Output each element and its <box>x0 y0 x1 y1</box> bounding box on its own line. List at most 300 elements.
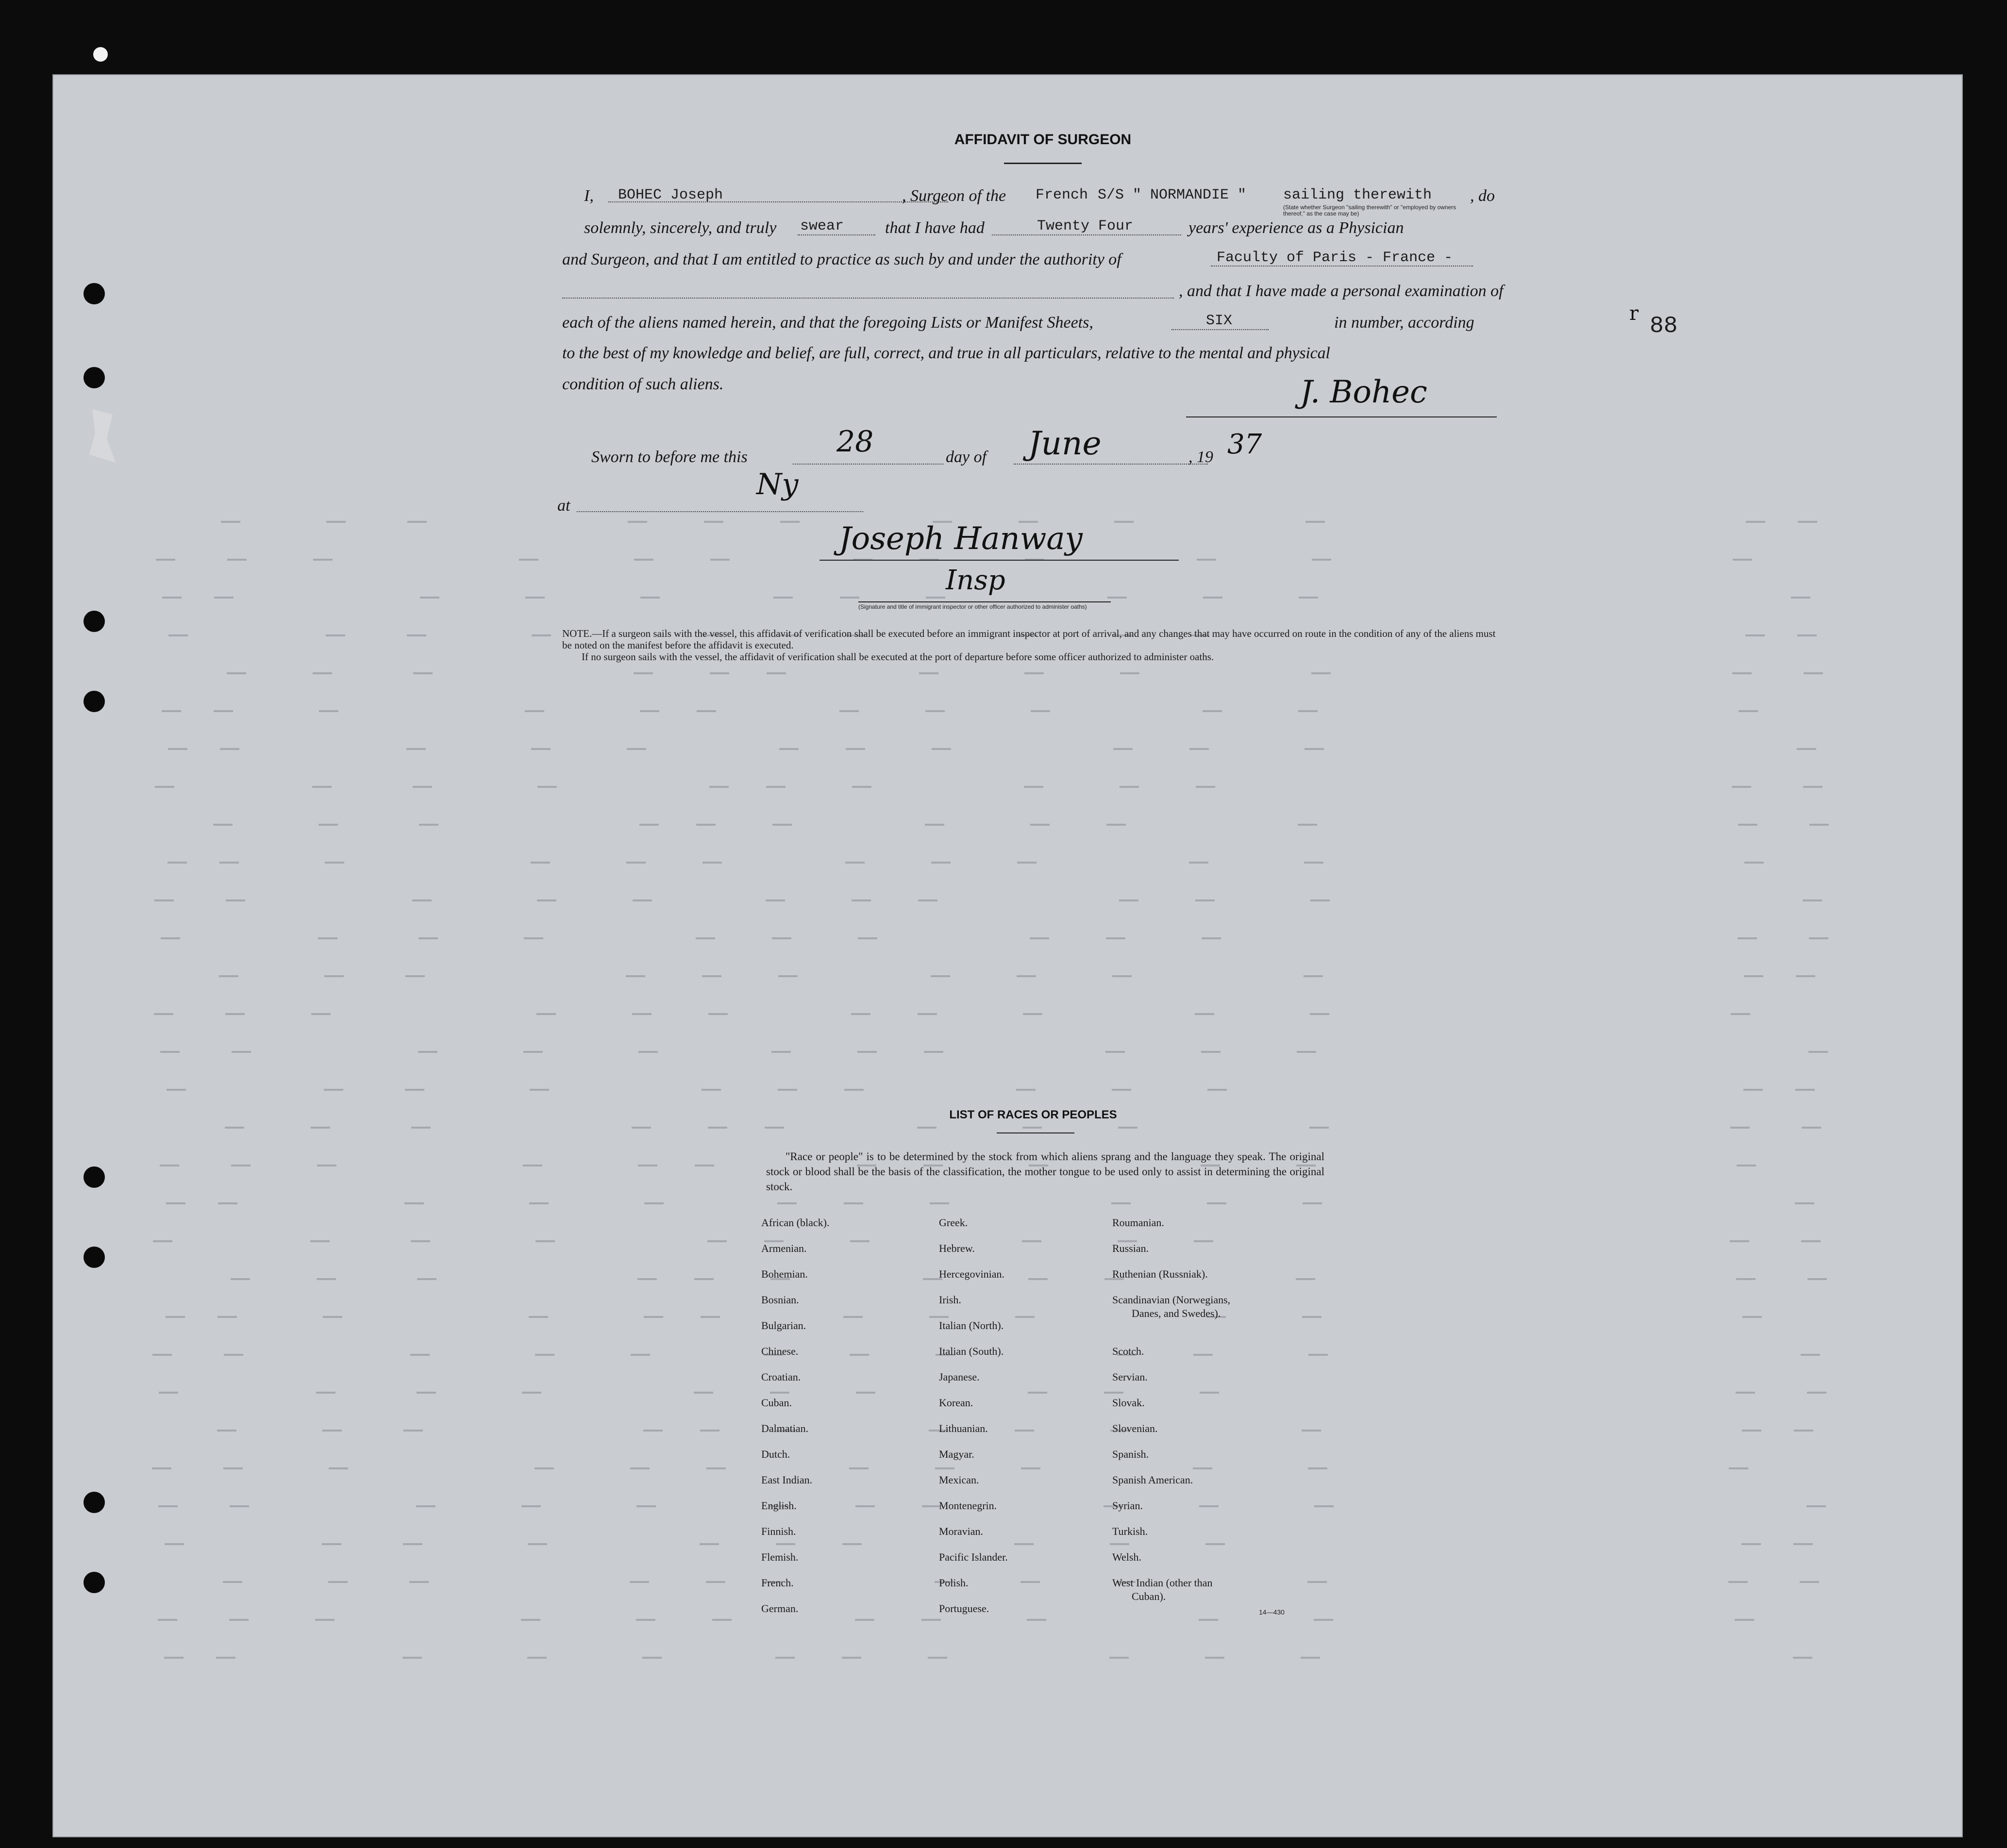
bleed-through-mark <box>317 1165 336 1166</box>
bleed-through-mark <box>420 597 439 599</box>
bleed-through-mark <box>213 824 233 826</box>
bleed-through-mark <box>410 1354 430 1356</box>
bleed-through-mark <box>315 1619 334 1621</box>
bleed-through-mark <box>1732 786 1751 788</box>
bleed-through-mark <box>322 1543 341 1545</box>
bleed-through-mark <box>535 1240 555 1242</box>
bleed-through-mark <box>1014 1543 1034 1545</box>
bleed-through-mark <box>1731 1013 1750 1015</box>
sworn-at: at <box>557 497 570 515</box>
affidavit-text: , do <box>1470 187 1495 205</box>
bleed-through-mark <box>328 1581 348 1583</box>
bleed-through-mark <box>324 975 344 977</box>
inspector-signature: Joseph Hanway <box>839 521 1083 557</box>
bleed-through-mark <box>627 748 646 750</box>
race-item: Hebrew. <box>939 1242 975 1254</box>
bleed-through-mark <box>326 521 346 523</box>
bleed-through-mark <box>1201 1051 1221 1053</box>
sworn-day: 28 <box>836 425 874 459</box>
bleed-through-mark <box>700 1430 719 1432</box>
bleed-through-mark <box>921 1619 941 1621</box>
bleed-through-mark <box>1298 710 1318 712</box>
bleed-through-mark <box>1801 1240 1821 1242</box>
bleed-through-mark <box>1308 1354 1328 1356</box>
bleed-through-mark <box>778 975 798 977</box>
bleed-through-mark <box>532 634 551 636</box>
bleed-through-mark <box>931 975 950 977</box>
bleed-through-mark <box>416 1505 435 1507</box>
bleed-through-mark <box>1807 1392 1826 1394</box>
bleed-through-mark <box>700 1543 719 1545</box>
bleed-through-mark <box>154 1013 173 1015</box>
bleed-through-mark <box>1200 1392 1219 1394</box>
blank-line <box>798 234 875 235</box>
bleed-through-mark <box>531 748 551 750</box>
bleed-through-mark <box>152 1354 172 1356</box>
bleed-through-mark <box>521 1619 540 1621</box>
race-item: Magyar. <box>939 1448 974 1460</box>
bleed-through-mark <box>626 862 646 864</box>
bleed-through-mark <box>1022 1127 1042 1129</box>
bleed-through-mark <box>637 1278 657 1280</box>
bleed-through-mark <box>696 937 715 939</box>
bleed-through-mark <box>840 597 859 599</box>
bleed-through-mark <box>1309 1127 1329 1129</box>
race-item: Bosnian. <box>761 1294 799 1306</box>
punch-hole <box>84 691 105 712</box>
bleed-through-mark <box>639 824 659 826</box>
bleed-through-mark <box>154 899 174 901</box>
blank-line <box>992 234 1181 235</box>
bleed-through-mark <box>1016 1089 1036 1091</box>
punch-hole <box>84 1572 105 1593</box>
bleed-through-mark <box>1031 710 1050 712</box>
race-item: Italian (North). <box>939 1319 1004 1332</box>
bleed-through-mark <box>1017 862 1037 864</box>
bleed-through-mark <box>232 1051 251 1053</box>
bleed-through-mark <box>1304 862 1323 864</box>
bleed-through-mark <box>531 862 550 864</box>
bleed-through-mark <box>159 1392 178 1394</box>
bleed-through-mark <box>405 975 425 977</box>
bleed-through-mark <box>1021 1467 1040 1469</box>
bleed-through-mark <box>167 1089 186 1091</box>
race-item: Montenegrin. <box>939 1499 997 1512</box>
bleed-through-mark <box>924 1051 943 1053</box>
bleed-through-mark <box>636 1619 655 1621</box>
race-item: Cuban). <box>1132 1590 1166 1602</box>
affidavit-text: each of the aliens named herein, and that the foregoing Lists or Manifest Sheets, <box>562 314 1093 332</box>
bleed-through-mark <box>166 1316 185 1318</box>
bleed-through-mark <box>403 1543 422 1545</box>
signature-rule <box>1186 416 1497 417</box>
bleed-through-mark <box>632 1013 652 1015</box>
bleed-through-mark <box>1736 1278 1756 1280</box>
bleed-through-mark <box>1193 1467 1212 1469</box>
inspector-title-rule <box>858 601 1111 602</box>
bleed-through-mark <box>1746 521 1765 523</box>
bleed-through-mark <box>1738 937 1757 939</box>
bleed-through-mark <box>405 1089 424 1091</box>
bleed-through-mark <box>229 1619 249 1621</box>
bleed-through-mark <box>225 1013 245 1015</box>
race-item: Mexican. <box>939 1474 979 1486</box>
race-item: Cuban. <box>761 1397 792 1409</box>
bleed-through-mark <box>1312 559 1331 561</box>
bleed-through-mark <box>1195 899 1215 901</box>
bleed-through-mark <box>701 1316 720 1318</box>
bleed-through-mark <box>521 1505 541 1507</box>
race-item: Italian (South). <box>939 1345 1004 1357</box>
bleed-through-mark <box>1310 1013 1329 1015</box>
bleed-through-mark <box>707 1240 727 1242</box>
bleed-through-mark <box>168 748 187 750</box>
bleed-through-mark <box>1297 1051 1316 1053</box>
bleed-through-mark <box>842 1543 862 1545</box>
race-item: Dalmatian. <box>761 1422 809 1434</box>
bleed-through-mark <box>630 1581 649 1583</box>
bleed-through-mark <box>158 1505 178 1507</box>
bleed-through-mark <box>418 937 438 939</box>
race-item: Bohemian. <box>761 1268 808 1280</box>
bleed-through-mark <box>931 862 951 864</box>
bleed-through-mark <box>158 1619 177 1621</box>
bleed-through-mark <box>1104 1392 1123 1394</box>
bleed-through-mark <box>1793 1543 1813 1545</box>
affidavit-text: solemnly, sincerely, and truly <box>584 219 777 237</box>
bleed-through-mark <box>1105 1051 1125 1053</box>
bleed-through-mark <box>418 1051 437 1053</box>
bleed-through-mark <box>935 1467 954 1469</box>
bleed-through-mark <box>411 1240 430 1242</box>
bleed-through-mark <box>772 937 791 939</box>
bleed-through-mark <box>523 1165 542 1166</box>
bleed-through-mark <box>694 1278 714 1280</box>
status-note: (State whether Surgeon "sailing therewith" or "employed by owners thereof," as the case may be) <box>1283 204 1456 217</box>
bleed-through-mark <box>311 1013 331 1015</box>
bleed-through-mark <box>1113 748 1133 750</box>
bleed-through-mark <box>765 1127 784 1129</box>
surgeon-signature: J. Bohec <box>1300 374 1427 410</box>
bleed-through-mark <box>702 975 721 977</box>
race-item: Slovak. <box>1112 1397 1145 1409</box>
bleed-through-mark <box>1743 1089 1763 1091</box>
bleed-through-mark <box>1796 975 1815 977</box>
bleed-through-mark <box>767 672 786 674</box>
bleed-through-mark <box>633 899 652 901</box>
bleed-through-mark <box>311 1127 330 1129</box>
bleed-through-mark <box>231 1278 250 1280</box>
bleed-through-mark <box>230 1505 249 1507</box>
bleed-through-mark <box>1741 1543 1761 1545</box>
bleed-through-mark <box>313 559 333 561</box>
race-item: Moravian. <box>939 1525 984 1537</box>
race-item: French. <box>761 1577 794 1589</box>
race-item: Dutch. <box>761 1448 790 1460</box>
races-title: LIST OF RACES OR PEOPLES <box>949 1108 1117 1121</box>
bleed-through-mark <box>164 1657 184 1659</box>
bleed-through-mark <box>1112 1089 1131 1091</box>
bleed-through-mark <box>231 1165 251 1166</box>
bleed-through-mark <box>536 1013 556 1015</box>
bleed-through-mark <box>1314 1619 1333 1621</box>
bleed-through-mark <box>1299 597 1318 599</box>
bleed-through-mark <box>219 862 239 864</box>
bleed-through-mark <box>930 1202 949 1204</box>
bleed-through-mark <box>856 1392 875 1394</box>
bleed-through-mark <box>152 1467 171 1469</box>
bleed-through-mark <box>227 672 246 674</box>
bleed-through-mark <box>850 1240 870 1242</box>
bleed-through-mark <box>155 786 174 788</box>
bleed-through-mark <box>409 1581 429 1583</box>
affidavit-text: to the best of my knowledge and belief, are full, correct, and true in all particulars, relative to the mental and physical <box>562 344 1330 362</box>
bleed-through-mark <box>638 1165 657 1166</box>
bleed-through-mark <box>777 1202 797 1204</box>
bleed-through-mark <box>1203 597 1222 599</box>
bleed-through-mark <box>1119 899 1138 901</box>
sworn-month: June <box>1028 425 1102 462</box>
bleed-through-mark <box>918 1013 937 1015</box>
bleed-through-mark <box>929 1316 949 1318</box>
bleed-through-mark <box>855 1505 875 1507</box>
bleed-through-mark <box>780 521 800 523</box>
race-item: Scotch. <box>1112 1345 1144 1357</box>
bleed-through-mark <box>844 1089 864 1091</box>
bleed-through-mark <box>1795 1089 1815 1091</box>
bleed-through-mark <box>1028 1278 1048 1280</box>
race-item: Servian. <box>1112 1371 1148 1383</box>
bleed-through-mark <box>411 1127 431 1129</box>
bleed-through-mark <box>1795 1202 1814 1204</box>
bleed-through-mark <box>1207 1202 1226 1204</box>
bleed-through-mark <box>1311 672 1331 674</box>
bleed-through-mark <box>843 1316 863 1318</box>
bleed-through-mark <box>1110 1543 1129 1545</box>
bleed-through-mark <box>1794 1430 1813 1432</box>
bleed-through-mark <box>710 559 730 561</box>
note-lead: NOTE. <box>562 628 592 639</box>
bleed-through-mark <box>770 1392 789 1394</box>
bleed-through-mark <box>529 1202 549 1204</box>
bleed-through-mark <box>1207 1089 1227 1091</box>
bleed-through-mark <box>644 1316 663 1318</box>
bleed-through-mark <box>1800 1581 1819 1583</box>
race-item: Portuguese. <box>939 1602 989 1615</box>
bleed-through-mark <box>1296 1278 1315 1280</box>
bleed-through-mark <box>844 1202 863 1204</box>
bleed-through-mark <box>925 824 944 826</box>
race-item: Bulgarian. <box>761 1319 806 1332</box>
bleed-through-mark <box>1732 672 1752 674</box>
bleed-through-mark <box>519 559 538 561</box>
bleed-through-mark <box>776 1543 795 1545</box>
bleed-through-mark <box>525 710 544 712</box>
affidavit-text: condition of such aliens. <box>562 375 724 393</box>
race-item: English. <box>761 1499 797 1512</box>
bleed-through-mark <box>529 1316 548 1318</box>
bleed-through-mark <box>932 748 951 750</box>
bleed-through-mark <box>925 710 945 712</box>
bleed-through-mark <box>528 1543 547 1545</box>
blank-line <box>577 511 863 512</box>
bleed-through-mark <box>310 1240 330 1242</box>
race-item: Greek. <box>939 1216 968 1229</box>
bleed-through-mark <box>1189 748 1209 750</box>
race-item: Spanish American. <box>1112 1474 1193 1486</box>
bleed-through-mark <box>402 1657 422 1659</box>
torn-edge <box>86 409 116 463</box>
bleed-through-mark <box>643 1430 663 1432</box>
bleed-through-mark <box>166 1202 185 1204</box>
bleed-through-mark <box>1742 1430 1761 1432</box>
bleed-through-mark <box>227 559 247 561</box>
bleed-through-mark <box>1024 786 1043 788</box>
bleed-through-mark <box>313 672 332 674</box>
bleed-through-mark <box>1205 1657 1224 1659</box>
bleed-through-mark <box>1023 1013 1042 1015</box>
bleed-through-mark <box>156 559 175 561</box>
bleed-through-mark <box>1303 1202 1322 1204</box>
race-item: Ruthenian (Russniak). <box>1112 1268 1208 1280</box>
bleed-through-mark <box>419 824 438 826</box>
bleed-through-mark <box>1120 672 1139 674</box>
punch-hole <box>84 367 105 388</box>
bleed-through-mark <box>319 710 338 712</box>
bleed-through-mark <box>1802 1127 1821 1129</box>
bleed-through-mark <box>1305 521 1325 523</box>
page-mark: r <box>1629 302 1639 325</box>
race-item: Polish. <box>939 1577 969 1589</box>
bleed-through-mark <box>523 1051 543 1053</box>
race-item: Russian. <box>1112 1242 1149 1254</box>
bleed-through-mark <box>1739 710 1758 712</box>
bleed-through-mark <box>1020 1581 1040 1583</box>
bleed-through-mark <box>1199 1505 1219 1507</box>
bleed-through-mark <box>535 1467 554 1469</box>
bleed-through-mark <box>413 786 432 788</box>
bleed-through-mark <box>1189 862 1208 864</box>
bleed-through-mark <box>1107 597 1127 599</box>
affidavit-text: , Surgeon of the <box>902 187 1006 205</box>
bleed-through-mark <box>404 1202 424 1204</box>
bleed-through-mark <box>1304 975 1323 977</box>
bleed-through-mark <box>1024 672 1044 674</box>
bleed-through-mark <box>318 824 338 826</box>
bleed-through-mark <box>1803 786 1823 788</box>
bleed-through-mark <box>642 1657 662 1659</box>
race-item: West Indian (other than <box>1112 1577 1213 1589</box>
bleed-through-mark <box>161 937 180 939</box>
ship-nationality: French <box>1036 187 1088 203</box>
bleed-through-mark <box>160 1051 180 1053</box>
bleed-through-mark <box>325 862 344 864</box>
affidavit-text: in number, according <box>1334 314 1474 332</box>
bleed-through-mark <box>1809 937 1828 939</box>
sworn-place: Ny <box>756 467 799 501</box>
sworn-year: 37 <box>1227 429 1262 460</box>
bleed-through-mark <box>1729 1467 1748 1469</box>
bleed-through-mark <box>779 748 799 750</box>
years-experience: Twenty Four <box>1037 218 1134 234</box>
title-rule <box>1004 163 1082 164</box>
bleed-through-mark <box>839 710 859 712</box>
bleed-through-mark <box>317 1278 336 1280</box>
bleed-through-mark <box>926 597 945 599</box>
bleed-through-mark <box>697 710 716 712</box>
oath-word: swear <box>800 218 844 234</box>
bleed-through-mark <box>855 1619 874 1621</box>
bleed-through-mark <box>631 1354 650 1356</box>
bleed-through-mark <box>1112 975 1132 977</box>
affidavit-text: years' experience as a Physician <box>1188 219 1404 237</box>
note-text-2: If no surgeon sails with the vessel, the affidavit of verification shall be executed at the port of departure before some officer authorized to administer oaths. <box>582 651 1214 663</box>
practice-authority: Faculty of Paris - France - <box>1217 250 1453 266</box>
note-text-1: —If a surgeon sails with the vessel, this affidavit of verification shall be executed before an immigrant inspector at port of arrival, and any changes that may have occurred on route in the condition of any of the aliens must be noted on the manifest before the affidavit is executed. <box>562 628 1496 651</box>
bleed-through-mark <box>1793 1657 1812 1659</box>
bleed-through-mark <box>162 597 182 599</box>
bleed-through-mark <box>224 1354 243 1356</box>
scanner-dot <box>93 47 108 62</box>
bleed-through-mark <box>406 748 426 750</box>
bleed-through-mark <box>1199 1619 1218 1621</box>
bleed-through-mark <box>1305 748 1324 750</box>
bleed-through-mark <box>640 710 659 712</box>
affidavit-text: and Surgeon, and that I am entitled to practice as such by and under the authority of <box>562 250 1121 268</box>
bleed-through-mark <box>217 1316 237 1318</box>
affidavit-title: AFFIDAVIT OF SURGEON <box>954 132 1132 148</box>
bleed-through-mark <box>849 1467 869 1469</box>
bleed-through-mark <box>312 786 332 788</box>
race-item: Lithuanian. <box>939 1422 988 1434</box>
race-item: Slovenian. <box>1112 1422 1158 1434</box>
bleed-through-mark <box>851 1013 870 1015</box>
bleed-through-mark <box>712 1619 732 1621</box>
sailing-status: sailing therewith <box>1283 187 1432 203</box>
race-item: Roumanian. <box>1112 1216 1164 1229</box>
bleed-through-mark <box>632 1127 651 1129</box>
bleed-through-mark <box>928 1657 947 1659</box>
bleed-through-mark <box>1808 1051 1828 1053</box>
bleed-through-mark <box>766 899 785 901</box>
bleed-through-mark <box>1807 1278 1827 1280</box>
bleed-through-mark <box>1742 1316 1762 1318</box>
bleed-through-mark <box>1015 1316 1035 1318</box>
bleed-through-mark <box>1109 1657 1129 1659</box>
bleed-through-mark <box>1738 824 1757 826</box>
race-item: Croatian. <box>761 1371 801 1383</box>
blank-line <box>562 298 1174 299</box>
bleed-through-mark <box>223 1581 242 1583</box>
bleed-through-mark <box>694 1392 713 1394</box>
page-number: 88 <box>1650 313 1678 339</box>
bleed-through-mark <box>322 1430 342 1432</box>
race-item: Armenian. <box>761 1242 807 1254</box>
bleed-through-mark <box>326 634 345 636</box>
blank-line <box>793 464 943 465</box>
bleed-through-mark <box>1298 824 1317 826</box>
bleed-through-mark <box>1301 1657 1320 1659</box>
bleed-through-mark <box>857 1051 877 1053</box>
bleed-through-mark <box>403 1430 423 1432</box>
manifest-sheet <box>52 74 1963 1837</box>
race-item: Pacific Islander. <box>939 1551 1008 1563</box>
race-item: Finnish. <box>761 1525 796 1537</box>
bleed-through-mark <box>917 1127 937 1129</box>
race-item: Danes, and Swedes). <box>1132 1307 1221 1319</box>
race-item: Hercegovinian. <box>939 1268 1004 1280</box>
bleed-through-mark <box>919 672 938 674</box>
